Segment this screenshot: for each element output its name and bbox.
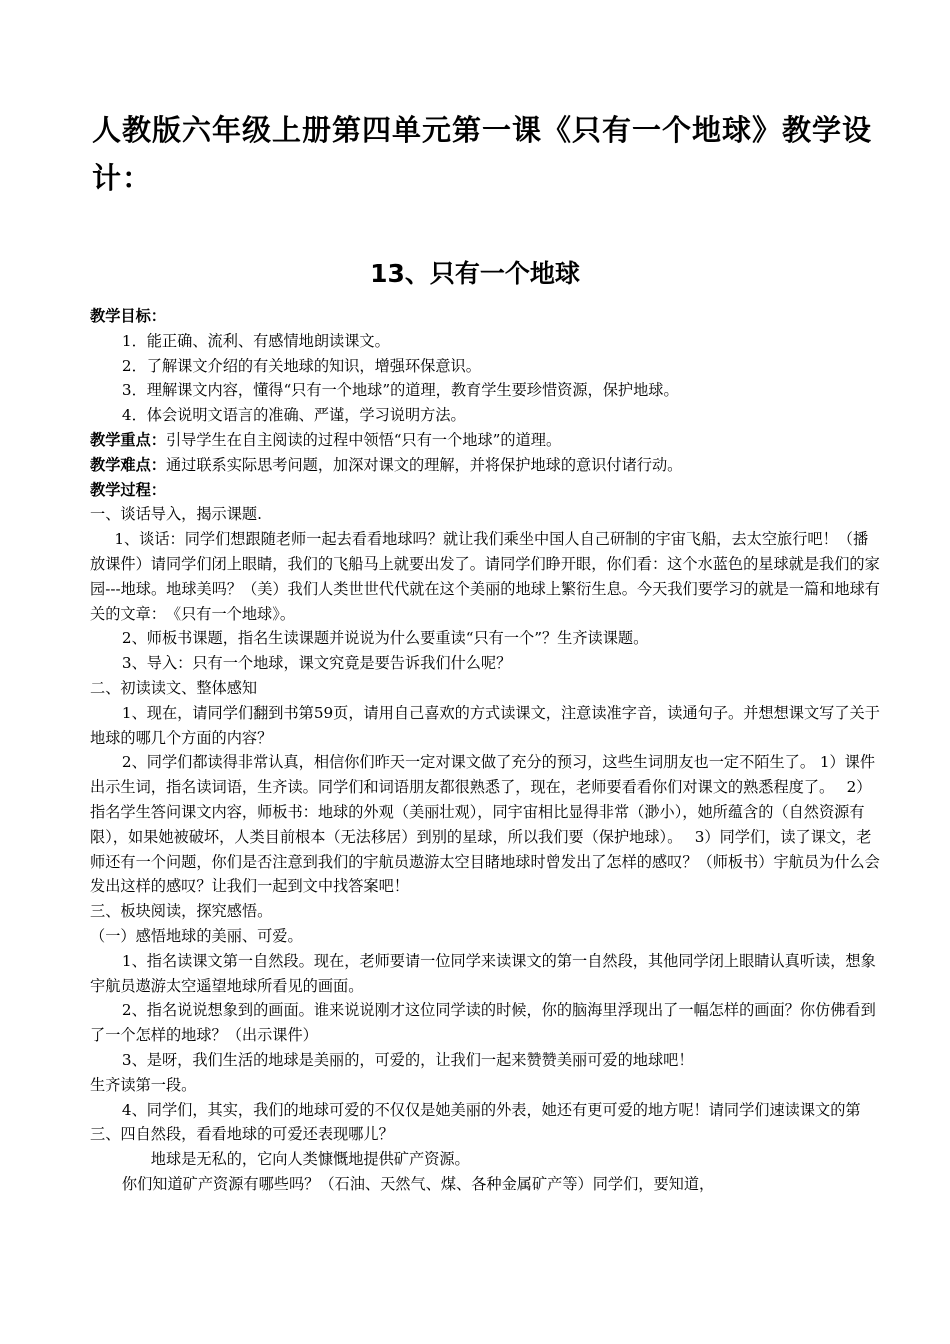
subsection-title: （一）感悟地球的美丽、可爱。 [90,926,303,945]
paragraph: 生齐读第一段。 [90,1075,197,1094]
lesson-title: 13、只有一个地球 [370,259,580,288]
goal-item: 3．理解课文内容，懂得“只有一个地球”的道理，教育学生要珍惜资源，保护地球。 [121,381,679,400]
key-point-text: 引导学生在自主阅读的过程中领悟“只有一个地球”的道理。 [165,430,562,449]
paragraph: 地球是无私的，它向人类慷慨地提供矿产资源。 [150,1150,470,1169]
document-title: 人教版六年级上册第四单元第一课《只有一个地球》教学设计： [92,113,873,195]
paragraph: 1、现在，请同学们翻到书第59页，请用自己喜欢的方式读课文，注意读准字音，读通句子。并想想课文写了关于地球的哪几个方面的内容？ [90,703,880,747]
paragraph: 1、指名读课文第一自然段。现在，老师要请一位同学来读课文的第一自然段，其他同学闭上眼睛认真听读，想象宇航员遨游太空遥望地球所看见的画面。 [90,951,876,995]
goals-heading: 教学目标： [90,307,166,325]
goal-item: 2．了解课文介绍的有关地球的知识，增强环保意识。 [121,356,481,375]
section-title: 二、初读读文、整体感知 [90,678,258,697]
paragraph: 2、师板书课题，指名生读课题并说说为什么要重读“只有一个”？生齐读课题。 [121,629,649,648]
paragraph: 3、是呀，我们生活的地球是美丽的，可爱的，让我们一起来赞赞美丽可爱的地球吧！ [121,1050,694,1069]
goal-item: 1．能正确、流利、有感情地朗读课文。 [121,331,390,350]
paragraph: 3、导入：只有一个地球，课文究竟是要告诉我们什么呢？ [121,654,512,673]
paragraph: 2、指名说说想象到的画面。谁来说说刚才这位同学读的时候，你的脑海里浮现出了一幅怎样的画面？你仿佛看到了一个怎样的地球？（出示课件） [90,1001,876,1045]
process-heading: 教学过程： [90,480,166,499]
paragraph: 2、同学们都读得非常认真，相信你们昨天一定对课文做了充分的预习，这些生词朋友也一定不陌生了。 1）课件出示生词，指名读词语，生齐读。同学们和词语朋友都很熟悉了，现在，老师要看看你们对课文的熟悉程度了。 2）指名学生答问课文内容，师板书：地球的外观（美丽壮观），同宇宙相比显得非常（渺小），她所蕴含的（自然资源有限），如果她被破坏，人类目前根本（无法移居）到别的星球，所以我们要（保护地球）。 3）同学们，读了课文，老师还有一个问题，你们是否注意到我们的宇航员遨游太空目睹地球时曾发出了怎样的感叹？（师板书）宇航员为什么会发出这样的感叹？让我们一起到文中找答案吧！ [90,753,880,896]
section-title: 三、板块阅读，探究感悟。 [90,902,273,921]
paragraph: 你们知道矿产资源有哪些吗？（石油、天然气、煤、各种金属矿产等）同学们，要知道， [121,1174,715,1193]
paragraph: 1、谈话：同学们想跟随老师一起去看看地球吗？就让我们乘坐中国人自己研制的宇宙飞船，去太空旅行吧！（播放课件）请同学们闭上眼睛，我们的飞船马上就要出发了。请同学们睁开眼，你们看：这个水蓝色的星球就是我们的家园---地球。地球美吗？（美）我们人类世世代代就在这个美丽的地球上繁衍生息。今天我们要学习的就是一篇和地球有关的文章： 《只有一个地球》。 [90,530,880,623]
document-body [90,304,880,1197]
key-point-label: 教学重点： [90,430,166,449]
difficulty [90,453,880,478]
goal-item: 4．体会说明文语言的准确、严谨，学习说明方法。 [121,406,466,425]
paragraph: 4、同学们，其实，我们的地球可爱的不仅仅是她美丽的外表，她还有更可爱的地方呢！请同学们速读课文的第三、四自然段，看看地球的可爱还表现哪儿？ [90,1100,861,1144]
difficulty-label: 教学难点： [90,455,166,474]
difficulty-text: 通过联系实际思考问题，加深对课文的理解，并将保护地球的意识付诸行动。 [165,455,683,474]
section-title: 一、谈话导入，揭示课题. [90,505,262,524]
key-point [90,428,880,453]
